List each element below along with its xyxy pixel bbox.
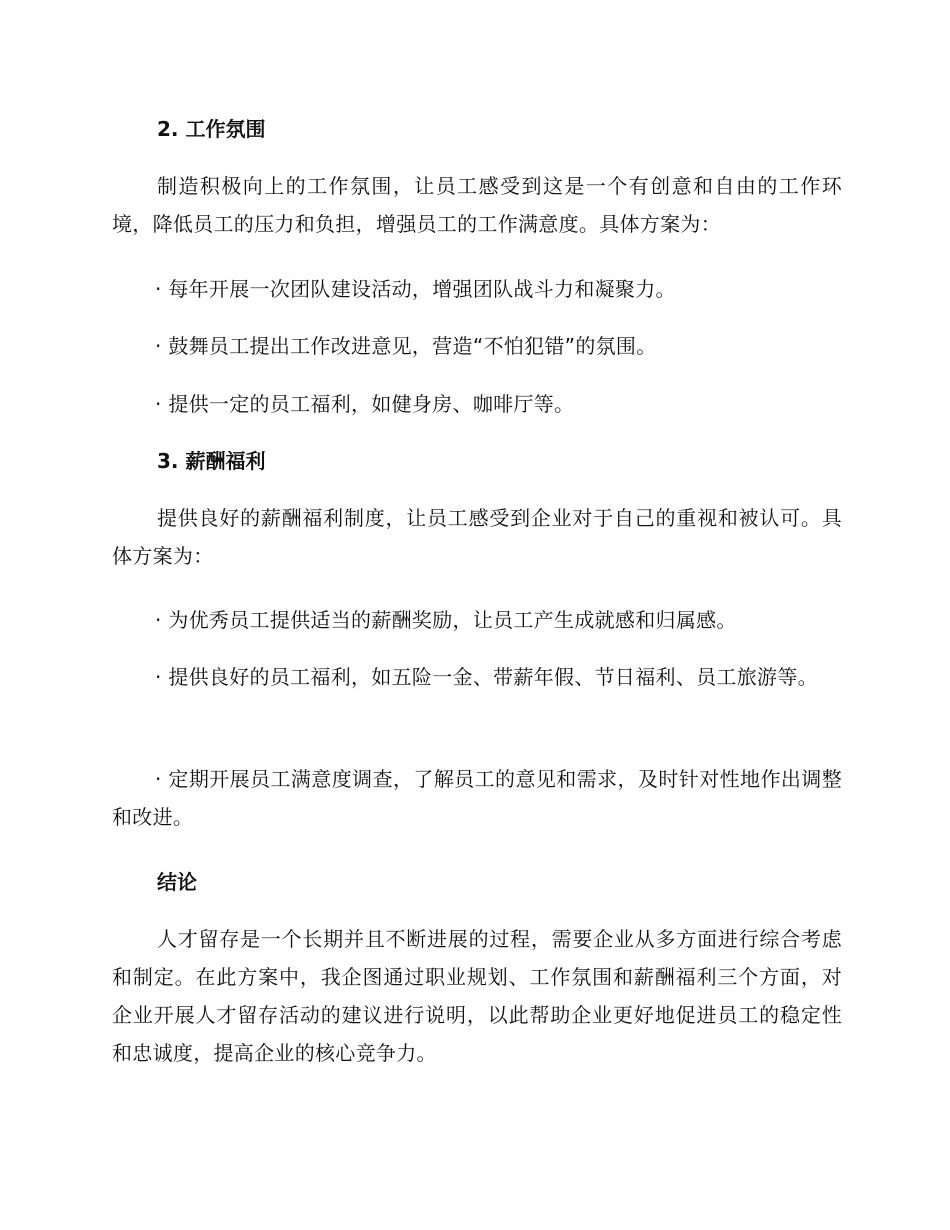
section-intro-work-atmosphere: 制造积极向上的工作氛围，让员工感受到这是一个有创意和自由的工作环境，降低员工的压力和负担，增强员工的工作满意度。具体方案为： xyxy=(112,174,842,236)
section-heading-work-atmosphere: 2. 工作氛围 xyxy=(157,117,266,141)
bullet-item: · 定期开展员工满意度调查，了解员工的意见和需求，及时针对性地作出调整和改进。 xyxy=(112,767,842,829)
section-heading-compensation: 3. 薪酬福利 xyxy=(157,449,266,473)
bullet-item: · 提供一定的员工福利，如健身房、咖啡厅等。 xyxy=(155,392,575,416)
bullet-item: · 为优秀员工提供适当的薪酬奖励，让员工产生成就感和归属感。 xyxy=(155,608,737,632)
bullet-item: · 提供良好的员工福利，如五险一金、带薪年假、节日福利、员工旅游等。 xyxy=(155,665,818,689)
section-intro-compensation: 提供良好的薪酬福利制度，让员工感受到企业对于自己的重视和被认可。具体方案为： xyxy=(112,506,842,568)
conclusion-text: 人才留存是一个长期并且不断进展的过程，需要企业从多方面进行综合考虑和制定。在此方案中，我企图通过职业规划、工作氛围和薪酬福利三个方面，对企业开展人才留存活动的建议进行说明，以此帮助企业更好地促进员工的稳定性和忠诚度，提高企业的核心竞争力。 xyxy=(112,927,842,1065)
bullet-item: · 每年开展一次团队建设活动，增强团队战斗力和凝聚力。 xyxy=(155,277,676,301)
conclusion-heading: 结论 xyxy=(157,870,197,894)
bullet-item: · 鼓舞员工提出工作改进意见，营造“不怕犯错”的氛围。 xyxy=(155,334,657,358)
